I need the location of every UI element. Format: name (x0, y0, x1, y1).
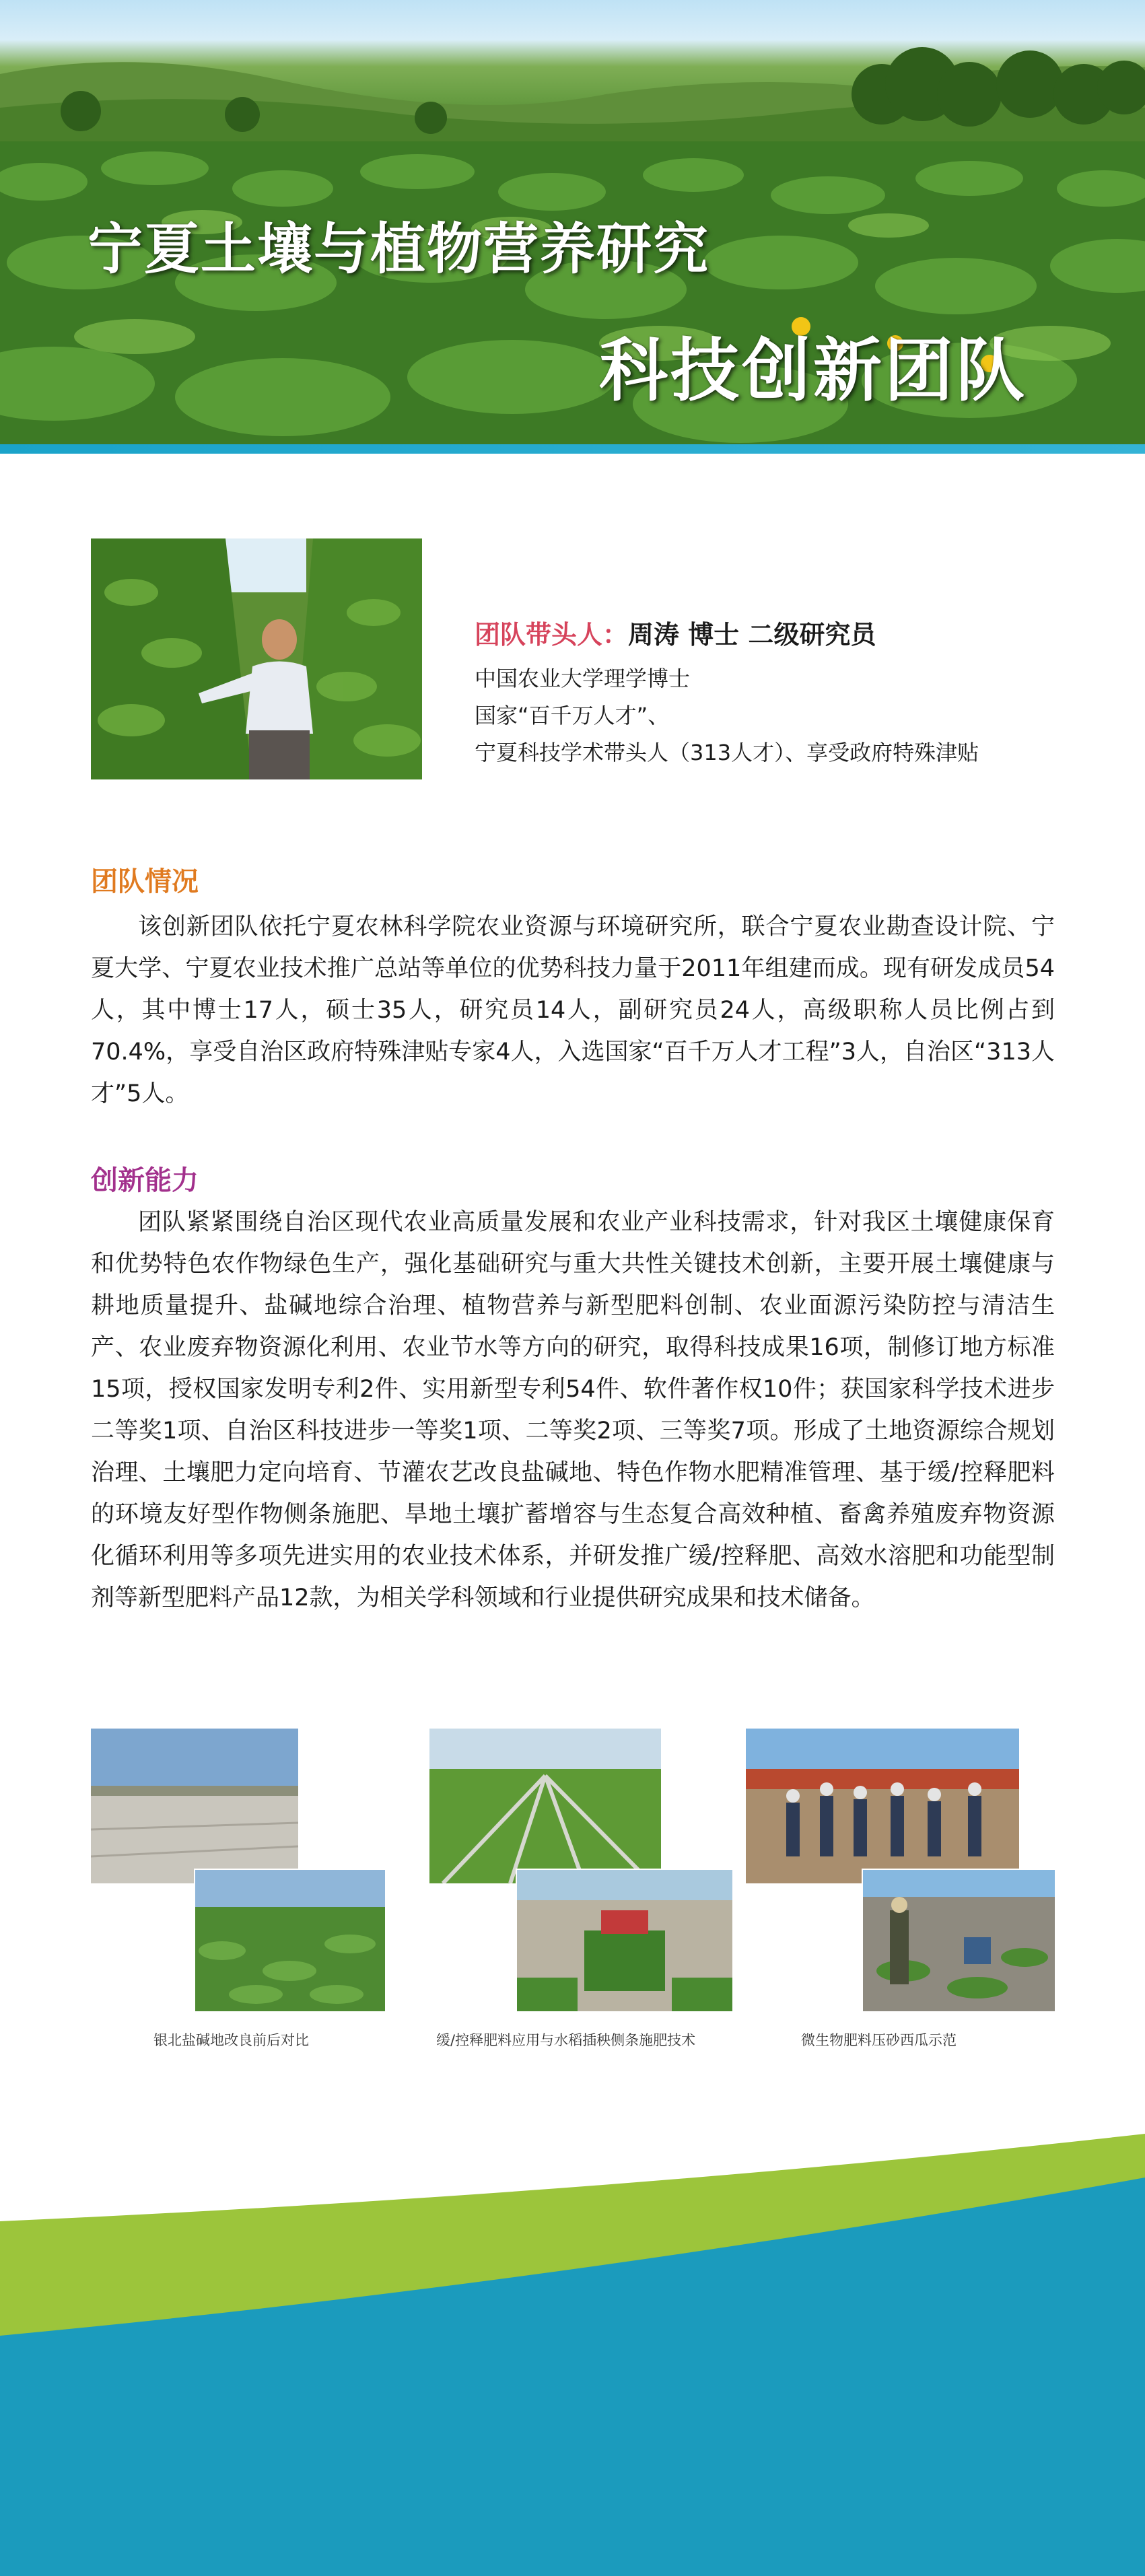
photo-caption-2: 缓/控释肥料应用与水稻插秧侧条施肥技术 (436, 2032, 696, 2048)
photo-saline-before (91, 1729, 298, 1883)
banner-divider (0, 444, 1145, 454)
leader-name-title: 周涛 博士 二级研究员 (628, 620, 876, 650)
team-section-heading: 团队情况 (91, 866, 199, 897)
photo-caption-3: 微生物肥料压砂西瓜示范 (801, 2032, 957, 2048)
photo-rice-field (429, 1729, 661, 1883)
photo-field-visit (746, 1729, 1019, 1883)
leader-label: 团队带头人： (475, 620, 629, 650)
background-hills (0, 47, 1145, 155)
header-banner (0, 0, 1145, 444)
leader-detail-2: 国家“百千万人才”、 (475, 703, 670, 728)
team-section-body: 该创新团队依托宁夏农林科学院农业资源与环境研究所，联合宁夏农业勘查设计院、宁夏大学、宁夏农业技术推广总站等单位的优势科技力量于2011年组建而成。现有研发成员54人，其中博士17人，硕士35人，研究员14人，副研究员24人，高级职称人员比例占到70.4%，享受自治区政府特殊津贴专家4人，入选国家“百千万人才工程”3人，自治区“313人才”5人。 (91, 913, 1055, 1107)
leader-detail-3: 宁夏科技学术带头人（313人才）、享受政府特殊津贴 (475, 740, 979, 765)
leader-photo (91, 538, 422, 779)
innovation-section-body: 团队紧紧围绕自治区现代农业高质量发展和农业产业科技需求，针对我区土壤健康保育和优势特色农作物绿色生产，强化基础研究与重大共性关键技术创新，主要开展土壤健康与耕地质量提升、盐碱地综合治理、植物营养与新型肥料创制、农业面源污染防控与清洁生产、农业废弃物资源化利用、农业节水等方向的研究，取得科技成果16项，制修订地方标准15项，授权国家发明专利2件、实用新型专利54件、软件著作权10件；获国家科学技术进步二等奖1项、自治区科技进步一等奖1项、二等奖2项、三等奖7项。形成了土地资源综合规划治理、土壤肥力定向培育、节灌农艺改良盐碱地、特色作物水肥精准管理、基于缓/控释肥料的环境友好型作物侧条施肥、旱地土壤扩蓄增容与生态复合高效种植、畜禽养殖废弃物资源化循环利用等多项先进实用的农业技术体系，并研发推广缓/控释肥、高效水溶肥和功能型制剂等新型肥料产品12款，为相关学科领域和行业提供研究成果和技术储备。 (91, 1209, 1055, 1611)
footer-decoration (0, 2114, 1145, 2576)
photo-watermelon-field (863, 1870, 1055, 2011)
leader-detail-1: 中国农业大学理学博士 (475, 666, 691, 691)
photo-rice-transplanting (517, 1870, 732, 2011)
innovation-section-heading: 创新能力 (91, 1165, 199, 1196)
photo-saline-after (195, 1870, 385, 2011)
leader-info (475, 614, 1080, 771)
photo-caption-1: 银北盐碱地改良前后对比 (153, 2032, 309, 2048)
banner-title-line2: 科技创新团队 (599, 331, 1027, 411)
banner-title-line1: 宁夏土壤与植物营养研究 (88, 217, 710, 281)
leader-photo-image (91, 538, 422, 779)
leader-headline (475, 614, 1080, 651)
